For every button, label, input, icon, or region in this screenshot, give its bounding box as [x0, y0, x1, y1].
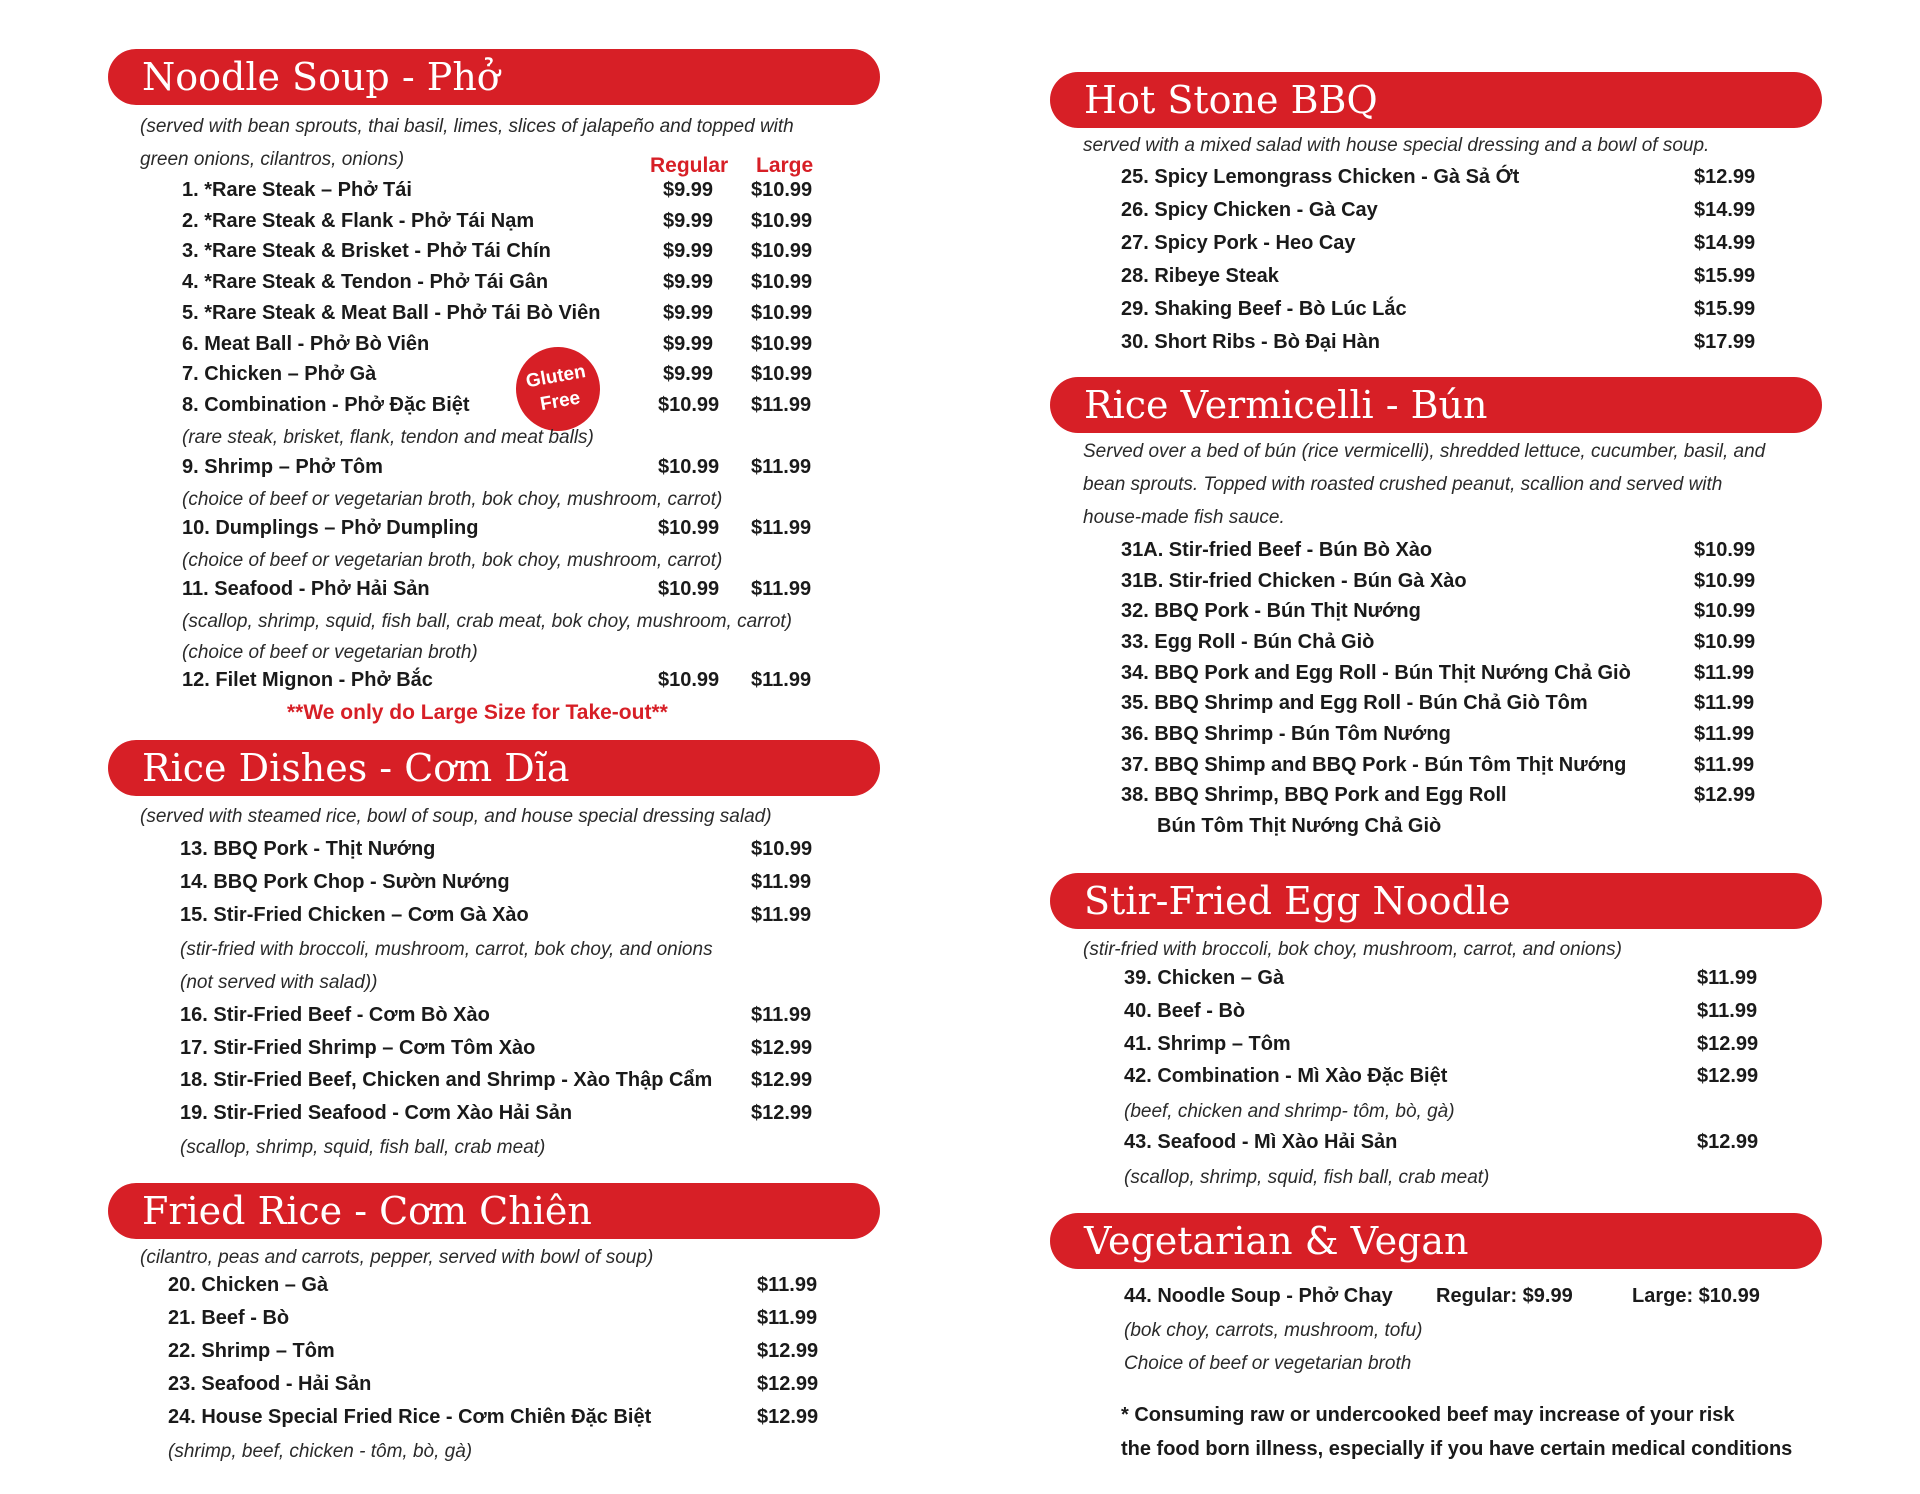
menu-item-price: $12.99 [751, 1037, 813, 1059]
item-note: (bok choy, carrots, mushroom, tofu) [1124, 1320, 1423, 1341]
menu-item-price: $11.99 [751, 1004, 812, 1026]
noodle-soup-note: (served with bean sprouts, thai basil, limes, slices of jalapeño and topped with [140, 116, 794, 137]
menu-item-name: 25. Spicy Lemongrass Chicken - Gà Sả Ớt [1121, 166, 1520, 188]
badge-line: Gluten [524, 361, 588, 393]
item-note: (choice of beef or vegetarian broth, bok choy, mushroom, carrot) [182, 550, 723, 571]
menu-item-price: $11.99 [1694, 692, 1755, 714]
menu-item-price: $12.99 [757, 1373, 819, 1395]
menu-item-price: $12.99 [1697, 1065, 1759, 1087]
menu-item-price: $11.99 [1694, 754, 1755, 776]
menu-item-name: 13. BBQ Pork - Thịt Nướng [180, 838, 436, 860]
menu-item-name: 39. Chicken – Gà [1124, 967, 1285, 989]
menu-item-name: 33. Egg Roll - Bún Chả Giò [1121, 631, 1375, 653]
menu-item-name: 30. Short Ribs - Bò Đại Hàn [1121, 331, 1380, 353]
menu-item-name: 29. Shaking Beef - Bò Lúc Lắc [1121, 298, 1407, 320]
menu-item-price: $10.99 [1694, 570, 1756, 592]
vermicelli-note: house-made fish sauce. [1083, 507, 1285, 528]
item-note: (shrimp, beef, chicken - tôm, bò, gà) [168, 1441, 473, 1462]
item-note: (rare steak, brisket, flank, tendon and meat balls) [182, 427, 594, 448]
menu-item-price-regular: $10.99 [658, 578, 720, 600]
menu-item-price-regular: $9.99 [663, 333, 714, 355]
menu-item-price-regular: $10.99 [658, 517, 720, 539]
menu-item-name: 4. *Rare Steak & Tendon - Phở Tái Gân [182, 271, 549, 293]
menu-item-name: 43. Seafood - Mì Xào Hải Sản [1124, 1131, 1398, 1153]
menu-item-price: $12.99 [1697, 1131, 1759, 1153]
menu-item-name: 1. *Rare Steak – Phở Tái [182, 179, 412, 201]
menu-item-price-large: $10.99 [751, 333, 813, 355]
menu-item-price-large: $11.99 [751, 517, 812, 539]
item-note: (scallop, shrimp, squid, fish ball, crab meat) [1124, 1167, 1490, 1188]
menu-item-name: 23. Seafood - Hải Sản [168, 1373, 372, 1395]
menu-item-price-regular: $9.99 [663, 240, 714, 262]
menu-item-price-regular: $9.99 [663, 271, 714, 293]
menu-item-name: 7. Chicken – Phở Gà [182, 363, 377, 385]
menu-item-price-large: $10.99 [751, 271, 813, 293]
vermicelli-banner: Rice Vermicelli - Bún [1050, 377, 1822, 433]
menu-item-price-large: $10.99 [751, 179, 813, 201]
menu-item-name: 11. Seafood - Phở Hải Sản [182, 578, 430, 600]
menu-item-price: $10.99 [1694, 631, 1756, 653]
col-regular-header: Regular [650, 154, 729, 177]
menu-item-name: 24. House Special Fried Rice - Cơm Chiên Đặc Biệt [168, 1406, 652, 1428]
menu-item-price: $14.99 [1694, 232, 1756, 254]
menu-item-price-regular: $10.99 [658, 394, 720, 416]
menu-item-price-regular: $9.99 [663, 210, 714, 232]
menu-item-price-large: Large: $10.99 [1632, 1285, 1760, 1307]
rice-dishes-banner: Rice Dishes - Cơm Dĩa [108, 740, 880, 796]
menu-item-name: 41. Shrimp – Tôm [1124, 1033, 1291, 1055]
item-note: (not served with salad)) [180, 972, 378, 993]
menu-item-name: 44. Noodle Soup - Phở Chay [1124, 1285, 1393, 1307]
menu-item-price: $15.99 [1694, 265, 1756, 287]
menu-item-price: $11.99 [1694, 723, 1755, 745]
noodle-soup-banner: Noodle Soup - Phở [108, 49, 880, 105]
menu-item-name: 19. Stir-Fried Seafood - Cơm Xào Hải Sản [180, 1102, 573, 1124]
menu-item-name: 8. Combination - Phở Đặc Biệt [182, 394, 470, 416]
menu-item-price: $10.99 [1694, 600, 1756, 622]
menu-item-name: 18. Stir-Fried Beef, Chicken and Shrimp - Xào Thập Cẩm [180, 1069, 713, 1091]
menu-item-price-large: $11.99 [751, 578, 812, 600]
menu-item-name: 28. Ribeye Steak [1121, 265, 1279, 287]
takeout-note: **We only do Large Size for Take-out** [287, 701, 668, 724]
menu-item-price: $11.99 [757, 1274, 818, 1296]
menu-item-price: $11.99 [751, 904, 812, 926]
vermicelli-note: Served over a bed of bún (rice vermicelli), shredded lettuce, cucumber, basil, and [1083, 441, 1766, 462]
menu-item-name: 34. BBQ Pork and Egg Roll - Bún Thịt Nướng Chả Giò [1121, 662, 1631, 684]
vermicelli-note: bean sprouts. Topped with roasted crushed peanut, scallion and served with [1083, 474, 1723, 495]
menu-item-name: 20. Chicken – Gà [168, 1274, 329, 1296]
menu-item-price-regular: Regular: $9.99 [1436, 1285, 1573, 1307]
hot-stone-banner: Hot Stone BBQ [1050, 72, 1822, 128]
menu-item-name: 37. BBQ Shimp and BBQ Pork - Bún Tôm Thịt Nướng [1121, 754, 1627, 776]
badge-line: Free [538, 387, 582, 416]
menu-item-price-regular: $9.99 [663, 179, 714, 201]
menu-item-name: 6. Meat Ball - Phở Bò Viên [182, 333, 430, 355]
menu-item-price-regular: $10.99 [658, 669, 720, 691]
menu-item-price: $12.99 [757, 1406, 819, 1428]
item-note: Choice of beef or vegetarian broth [1124, 1353, 1412, 1374]
menu-item-price-large: $10.99 [751, 210, 813, 232]
menu-item-price: $11.99 [1697, 1000, 1758, 1022]
menu-item-name: 36. BBQ Shrimp - Bún Tôm Nướng [1121, 723, 1451, 745]
vegetarian-banner: Vegetarian & Vegan [1050, 1213, 1822, 1269]
menu-item-price: $12.99 [757, 1340, 819, 1362]
menu-item-price: $12.99 [751, 1102, 813, 1124]
menu-item-name: 40. Beef - Bò [1124, 1000, 1246, 1022]
menu-item-name: 2. *Rare Steak & Flank - Phở Tái Nạm [182, 210, 535, 232]
menu-item-name: 21. Beef - Bò [168, 1307, 290, 1329]
item-note: (scallop, shrimp, squid, fish ball, crab meat, bok choy, mushroom, carrot) [182, 611, 792, 632]
menu-item-name: 3. *Rare Steak & Brisket - Phở Tái Chín [182, 240, 551, 262]
menu-item-price: $12.99 [1694, 784, 1756, 806]
menu-item-price: $11.99 [757, 1307, 818, 1329]
hot-stone-note: served with a mixed salad with house special dressing and a bowl of soup. [1083, 135, 1710, 156]
menu-item-price: $10.99 [1694, 539, 1756, 561]
menu-item-price: $12.99 [751, 1069, 813, 1091]
menu-item-price: $11.99 [1694, 662, 1755, 684]
menu-item-price: $11.99 [751, 871, 812, 893]
menu-item-name: 14. BBQ Pork Chop - Sườn Nướng [180, 871, 510, 893]
menu-item-name: 9. Shrimp – Phở Tôm [182, 456, 383, 478]
col-large-header: Large [756, 154, 814, 177]
item-note: (choice of beef or vegetarian broth) [182, 642, 478, 663]
menu-item-name: 38. BBQ Shrimp, BBQ Pork and Egg Roll [1121, 784, 1507, 806]
menu-item-price-regular: $10.99 [658, 456, 720, 478]
item-subname: Bún Tôm Thịt Nướng Chả Giò [1157, 815, 1442, 837]
raw-beef-warning: * Consuming raw or undercooked beef may increase of your risk [1121, 1404, 1735, 1426]
egg-noodle-note: (stir-fried with broccoli, bok choy, mushroom, carrot, and onions) [1083, 939, 1622, 960]
item-note: (beef, chicken and shrimp- tôm, bò, gà) [1124, 1101, 1455, 1122]
menu-item-price: $11.99 [1697, 967, 1758, 989]
menu-item-price: $10.99 [751, 838, 813, 860]
rice-dishes-note: (served with steamed rice, bowl of soup, and house special dressing salad) [140, 806, 772, 827]
menu-item-price-large: $10.99 [751, 302, 813, 324]
menu-item-name: 17. Stir-Fried Shrimp – Cơm Tôm Xào [180, 1037, 536, 1059]
item-note: (choice of beef or vegetarian broth, bok choy, mushroom, carrot) [182, 489, 723, 510]
menu-item-price: $15.99 [1694, 298, 1756, 320]
menu-item-name: 16. Stir-Fried Beef - Cơm Bò Xào [180, 1004, 490, 1026]
menu-item-name: 15. Stir-Fried Chicken – Cơm Gà Xào [180, 904, 529, 926]
menu-item-name: 31A. Stir-fried Beef - Bún Bò Xào [1121, 539, 1433, 561]
menu-item-name: 22. Shrimp – Tôm [168, 1340, 335, 1362]
menu-item-price-large: $10.99 [751, 363, 813, 385]
raw-beef-warning: the food born illness, especially if you have certain medical conditions [1121, 1438, 1793, 1460]
menu-item-price-regular: $9.99 [663, 302, 714, 324]
menu-item-price: $14.99 [1694, 199, 1756, 221]
menu-item-price-regular: $9.99 [663, 363, 714, 385]
noodle-soup-note: green onions, cilantros, onions) [140, 149, 405, 170]
menu-item-name: 32. BBQ Pork - Bún Thịt Nướng [1121, 600, 1421, 622]
menu-item-name: 31B. Stir-fried Chicken - Bún Gà Xào [1121, 570, 1467, 592]
menu-item-price: $12.99 [1697, 1033, 1759, 1055]
menu-item-price: $17.99 [1694, 331, 1756, 353]
menu-item-name: 12. Filet Mignon - Phở Bắc [182, 669, 433, 691]
menu-item-name: 26. Spicy Chicken - Gà Cay [1121, 199, 1378, 221]
menu-item-name: 5. *Rare Steak & Meat Ball - Phở Tái Bò Viên [182, 302, 601, 324]
item-note: (stir-fried with broccoli, mushroom, carrot, bok choy, and onions [180, 939, 713, 960]
menu-item-name: 27. Spicy Pork - Heo Cay [1121, 232, 1356, 254]
menu-item-name: 35. BBQ Shrimp and Egg Roll - Bún Chả Giò Tôm [1121, 692, 1588, 714]
menu-item-name: 42. Combination - Mì Xào Đặc Biệt [1124, 1065, 1448, 1087]
menu-item-price-large: $11.99 [751, 394, 812, 416]
menu-item-price: $12.99 [1694, 166, 1756, 188]
menu-item-name: 10. Dumplings – Phở Dumpling [182, 517, 479, 539]
menu-item-price-large: $10.99 [751, 240, 813, 262]
fried-rice-note: (cilantro, peas and carrots, pepper, served with bowl of soup) [140, 1247, 654, 1268]
item-note: (scallop, shrimp, squid, fish ball, crab meat) [180, 1137, 546, 1158]
menu-item-price-large: $11.99 [751, 669, 812, 691]
egg-noodle-banner: Stir-Fried Egg Noodle [1050, 873, 1822, 929]
menu-item-price-large: $11.99 [751, 456, 812, 478]
fried-rice-banner: Fried Rice - Cơm Chiên [108, 1183, 880, 1239]
